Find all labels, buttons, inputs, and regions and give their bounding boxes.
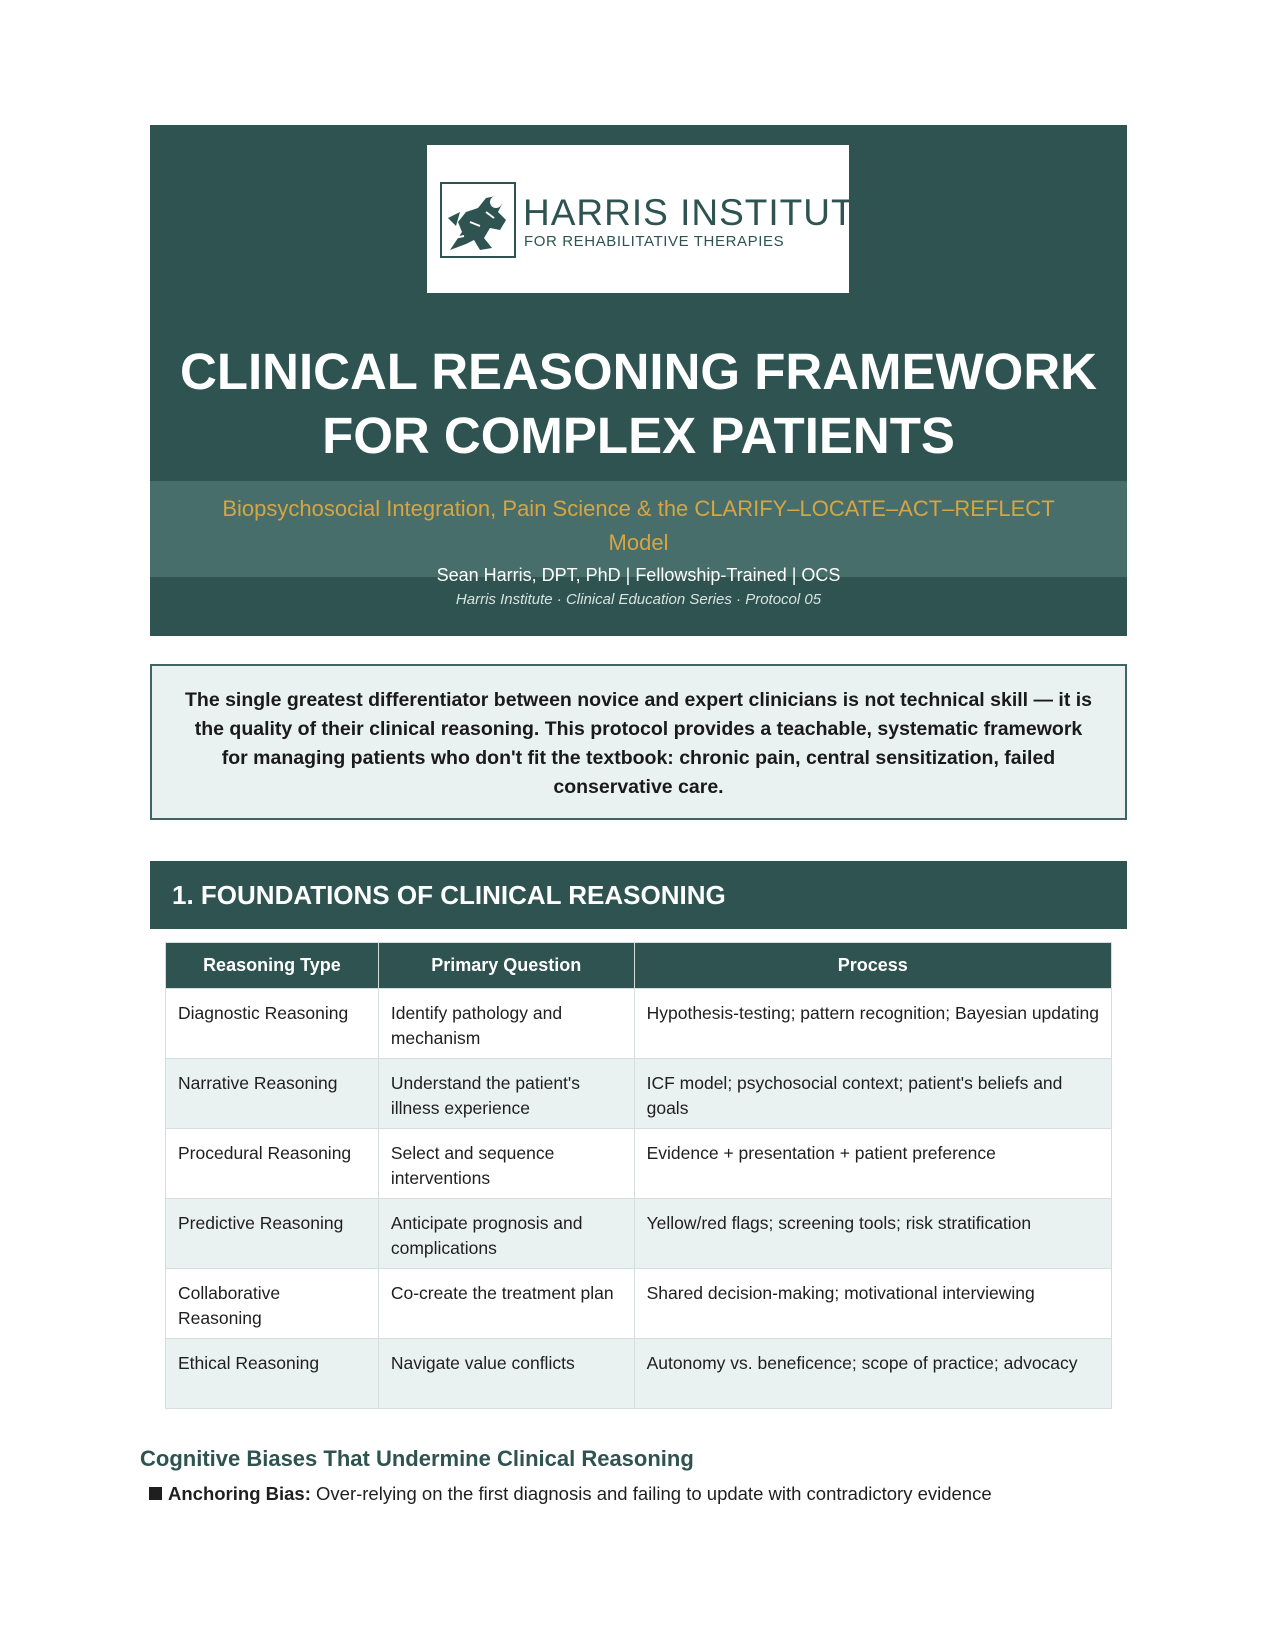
table-cell: Hypothesis-testing; pattern recognition; Bayesian updating xyxy=(634,989,1111,1059)
intro-callout xyxy=(150,664,1127,820)
title-line-1: CLINICAL REASONING FRAMEWORK xyxy=(179,343,1098,400)
square-bullet-icon xyxy=(149,1487,162,1500)
intro-callout-text: The single greatest differentiator between novice and expert clinicians is not technical skill — it is the quality of their clinical reasoning. This protocol provides a teachable, systematic framework for managing patients who don't fit the textbook: chronic pain, central sensitization, failed conservative care. xyxy=(185,689,1092,798)
document-header xyxy=(150,125,1127,636)
table-row xyxy=(166,1269,1112,1339)
table-cell: Collaborative Reasoning xyxy=(166,1269,379,1339)
logo-tagline: FOR REHABILITATIVE THERAPIES xyxy=(524,233,785,250)
table-cell: Narrative Reasoning xyxy=(166,1059,379,1129)
table-cell: Understand the patient's illness experience xyxy=(378,1059,634,1129)
table-cell: Shared decision-making; motivational interviewing xyxy=(634,1269,1111,1339)
table-cell: Anticipate prognosis and complications xyxy=(378,1199,634,1269)
table-cell: Yellow/red flags; screening tools; risk stratification xyxy=(634,1199,1111,1269)
table-cell: Navigate value conflicts xyxy=(378,1339,634,1409)
table-row xyxy=(166,1059,1112,1129)
column-header: Reasoning Type xyxy=(166,943,379,989)
author-line: Sean Harris, DPT, PhD | Fellowship-Trained | OCS xyxy=(436,565,841,585)
title-line-2: FOR COMPLEX PATIENTS xyxy=(322,407,955,464)
section-1-header xyxy=(150,861,1127,929)
section-1-title: 1. FOUNDATIONS OF CLINICAL REASONING xyxy=(172,880,726,910)
table-header-row xyxy=(166,943,1112,989)
bias-description: Over-relying on the first diagnosis and failing to update with contradictory evidence xyxy=(316,1483,992,1504)
table-cell: Predictive Reasoning xyxy=(166,1199,379,1269)
table-cell: Procedural Reasoning xyxy=(166,1129,379,1199)
reasoning-types-table xyxy=(165,942,1112,1409)
logo-institute-name: HARRIS INSTITUTE xyxy=(523,192,881,233)
table-row xyxy=(166,1199,1112,1269)
series-line: Harris Institute · Clinical Education Series · Protocol 05 xyxy=(455,591,822,608)
biases-heading: Cognitive Biases That Undermine Clinical Reasoning xyxy=(140,1446,694,1471)
table-row xyxy=(166,1339,1112,1409)
table-cell: ICF model; psychosocial context; patient's beliefs and goals xyxy=(634,1059,1111,1129)
table-cell: Diagnostic Reasoning xyxy=(166,989,379,1059)
table-cell: Identify pathology and mechanism xyxy=(378,989,634,1059)
table-row xyxy=(166,989,1112,1059)
column-header: Primary Question xyxy=(378,943,634,989)
bias-term: Anchoring Bias: xyxy=(168,1483,311,1504)
table-cell: Ethical Reasoning xyxy=(166,1339,379,1409)
table-cell: Autonomy vs. beneficence; scope of practice; advocacy xyxy=(634,1339,1111,1409)
table-cell: Evidence + presentation + patient preference xyxy=(634,1129,1111,1199)
table-cell: Co-create the treatment plan xyxy=(378,1269,634,1339)
table-row xyxy=(166,1129,1112,1199)
bias-list-item xyxy=(149,1481,992,1507)
document-subtitle: Biopsychosocial Integration, Pain Science & the CLARIFY–LOCATE–ACT–REFLECT Model xyxy=(222,496,1055,555)
institute-logo xyxy=(427,145,881,293)
rehab-figure-emblem-icon xyxy=(440,182,516,258)
table-cell: Select and sequence interventions xyxy=(378,1129,634,1199)
column-header: Process xyxy=(634,943,1111,989)
document-title xyxy=(150,340,1127,468)
